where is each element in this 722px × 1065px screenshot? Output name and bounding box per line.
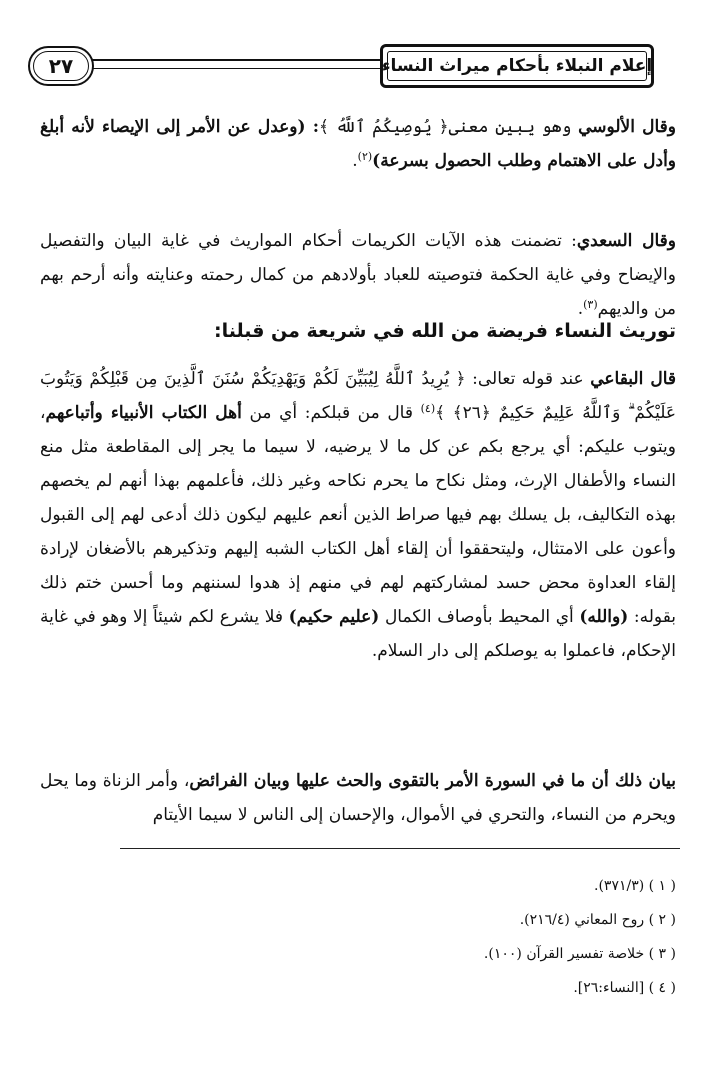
- biqai-bold-2: (والله): [579, 607, 629, 627]
- biqai-text-1: قال من قبلكم: أي من: [241, 403, 421, 423]
- speaker-biqai: قال البقاعي: [590, 369, 676, 389]
- page-number-frame: [28, 46, 94, 86]
- biqai-bold-1: أهل الكتاب الأنبياء وأتباعهم: [45, 403, 242, 423]
- verse-nisa-26: ﴿ يُرِيدُ ٱللَّهُ لِيُبَيِّنَ لَكُمْ وَيَهْدِيَكُمْ سُنَنَ ٱلَّذِينَ مِن قَبْلِكُمْ وَيَتُوبَ عَلَيْكُمْ ۗ وَٱللَّهُ عَلِيمٌ حَكِيمٌ ﴿٢٦﴾ ﴾: [40, 369, 676, 423]
- verse-yusikum: ﴿ يُوصِيكُمُ ٱللَّهُ ﴾: [319, 117, 449, 137]
- footnote-3: ( ٣ ) خلاصة تفسير القرآن (١٠٠).: [483, 946, 676, 962]
- footnote-separator: [120, 848, 680, 849]
- footnote-ref-2: (٢): [357, 150, 373, 163]
- paragraph-biqai: [40, 362, 676, 668]
- biqai-intro: عند قوله تعالى:: [465, 369, 591, 389]
- footnote-2: ( ٢ ) روح المعاني (٢١٦/٤).: [519, 912, 676, 928]
- page-header: [0, 0, 722, 100]
- explanation-bold: بيان ذلك أن ما في السورة الأمر بالتقوى والحث عليها وبيان الفرائض: [189, 771, 676, 791]
- paragraph-saadi: [40, 224, 676, 326]
- saadi-end: .: [577, 299, 584, 319]
- speaker-saadi: وقال السعدي: [576, 231, 676, 251]
- biqai-text-3: أي المحيط بأوصاف الكمال: [379, 607, 580, 627]
- page-number: ٢٧: [48, 54, 74, 78]
- alusi-intro: وهو يبين معنى: [448, 117, 579, 137]
- book-title: إعلام النبلاء بأحكام ميراث النساء: [381, 56, 653, 76]
- title-frame: [380, 44, 654, 88]
- explanation-text: ، وأمر الزناة وما يحل ويحرم من النساء، والتحري في الأموال، والإحسان إلى الناس لا سيما الأيتام: [40, 771, 676, 825]
- biqai-bold-3: (عليم حكيم): [288, 607, 380, 627]
- saadi-text: : تضمنت هذه الآيات الكريمات أحكام المواريث في غاية البيان والتفصيل والإيضاح وفي غاية الحكمة فتوصيته للعباد بأولادهم من كمال رحمته وعنايته وأنه أرحم بهم من والديهم: [40, 231, 676, 319]
- header-rule: [92, 59, 382, 69]
- footnote-ref-3: (٣): [583, 298, 598, 311]
- paragraph-alusi: [40, 110, 676, 178]
- footnote-4: ( ٤ ) [النساء:٢٦].: [573, 980, 676, 996]
- section-heading: توريث النساء فريضة من الله في شريعة من قبلنا:: [213, 320, 676, 342]
- biqai-text-2: ، ويتوب عليكم: أي يرجع بكم عن كل ما لا يرضيه، لا سيما ما يجر إلى المقاطعة مثل منع النساء والأطفال الإرث، ومثل نكاح ما يحرم نكاحه وغير ذلك، فأعلمهم بهذا أنهم لم يخصهم بهذه التكاليف، بل يسلك بهم فيها صراط الذين أنعم عليهم ليكون ذلك أدعى لهم إلى القبول وأعون على الامتثال، وليتحققوا أن إلقاء أهل الكتاب الشبه إليهم وتذكيرهم بالأضغان لإرادة إلقاء العداوة محض حسد لمشاركتهم لهم في منهم إذ هدوا لسننهم وما أحسن ختم ذلك بقوله:: [40, 403, 677, 627]
- biqai-text-4: فلا يشرع لكم شيئاً إلا وهو في غاية الإحكام، فاعملوا به يوصلكم إلى دار السلام.: [40, 607, 676, 661]
- alusi-end: .: [352, 151, 358, 171]
- footnote-ref-4: (٤): [420, 402, 436, 415]
- footnote-1: ( ١ ) (٣٧١/٣).: [594, 878, 676, 894]
- paragraph-explanation: [40, 764, 676, 832]
- alusi-quote: : (وعدل عن الأمر إلى الإيصاء لأنه أبلغ وأدل على الاهتمام وطلب الحصول بسرعة): [40, 117, 676, 171]
- speaker-alusi: وقال الألوسي: [578, 117, 676, 137]
